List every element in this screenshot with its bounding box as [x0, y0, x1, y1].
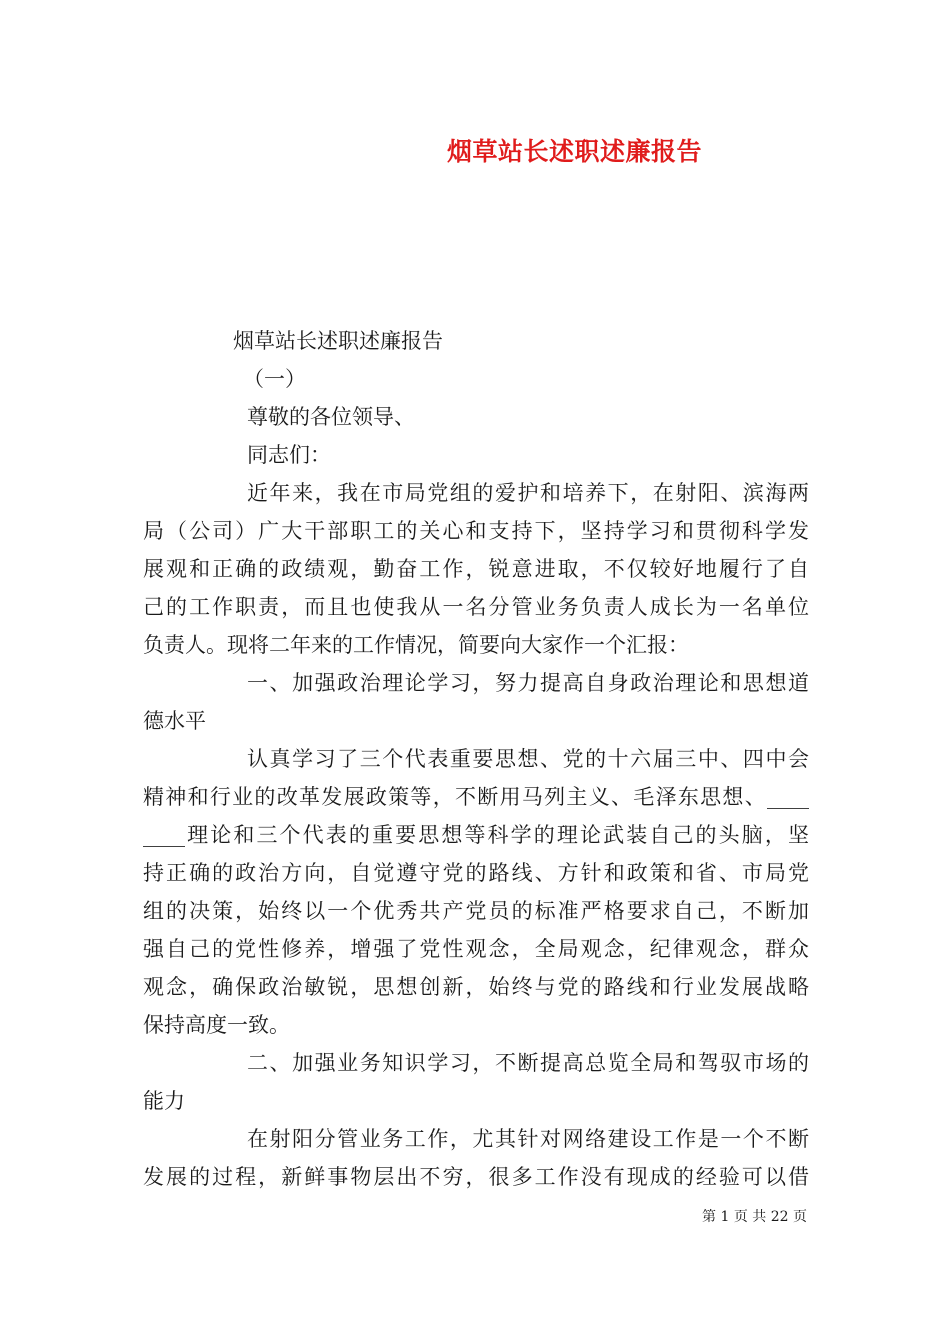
page-footer: 第 1 页 共 22 页	[702, 1209, 807, 1225]
paragraph-line: 组的决策，始终以一个优秀共产党员的标准严格要求自己，不断加	[143, 899, 809, 923]
paragraph-line: 观念，确保政治敏锐，思想创新，始终与党的路线和行业发展战略	[143, 975, 809, 999]
salutation-line-2: 同志们：	[247, 443, 331, 467]
section-heading-line: 德水平	[143, 709, 206, 733]
section-marker: （一）	[243, 367, 306, 391]
paragraph-line: 强自己的党性修养，增强了党性观念，全局观念，纪律观念，群众	[143, 937, 809, 961]
paragraph-line: 己的工作职责，而且也使我从一名分管业务负责人成长为一名单位	[143, 595, 809, 619]
paragraph-line: 展观和正确的政绩观，勤奋工作，锐意进取，不仅较好地履行了自	[143, 557, 809, 581]
paragraph-line: 在射阳分管业务工作，尤其针对网络建设工作是一个不断	[247, 1127, 809, 1151]
paragraph-line: 近年来，我在市局党组的爱护和培养下，在射阳、滨海两	[247, 481, 809, 505]
paragraph-line: ____理论和三个代表的重要思想等科学的理论武装自己的头脑，坚	[143, 823, 809, 847]
document-subtitle: 烟草站长述职述廉报告	[233, 329, 443, 353]
salutation-line-1: 尊敬的各位领导、	[247, 405, 415, 429]
page-title: 烟草站长述职述廉报告	[447, 137, 703, 166]
paragraph-line: 负责人。现将二年来的工作情况，简要向大家作一个汇报：	[143, 633, 689, 657]
paragraph-line: 持正确的政治方向，自觉遵守党的路线、方针和政策和省、市局党	[143, 861, 809, 885]
paragraph-line: 认真学习了三个代表重要思想、党的十六届三中、四中会	[247, 747, 809, 771]
section-heading-line: 二、加强业务知识学习，不断提高总览全局和驾驭市场的	[247, 1051, 809, 1075]
section-heading-line: 一、加强政治理论学习，努力提高自身政治理论和思想道	[247, 671, 809, 695]
paragraph-line: 保持高度一致。	[143, 1013, 290, 1037]
paragraph-line: 发展的过程，新鲜事物层出不穷，很多工作没有现成的经验可以借	[143, 1165, 809, 1189]
section-heading-line: 能力	[143, 1089, 185, 1113]
document-body	[143, 322, 809, 1196]
paragraph-line: 精神和行业的改革发展政策等，不断用马列主义、毛泽东思想、____	[143, 785, 809, 809]
paragraph-line: 局（公司）广大干部职工的关心和支持下，坚持学习和贯彻科学发	[143, 519, 809, 543]
